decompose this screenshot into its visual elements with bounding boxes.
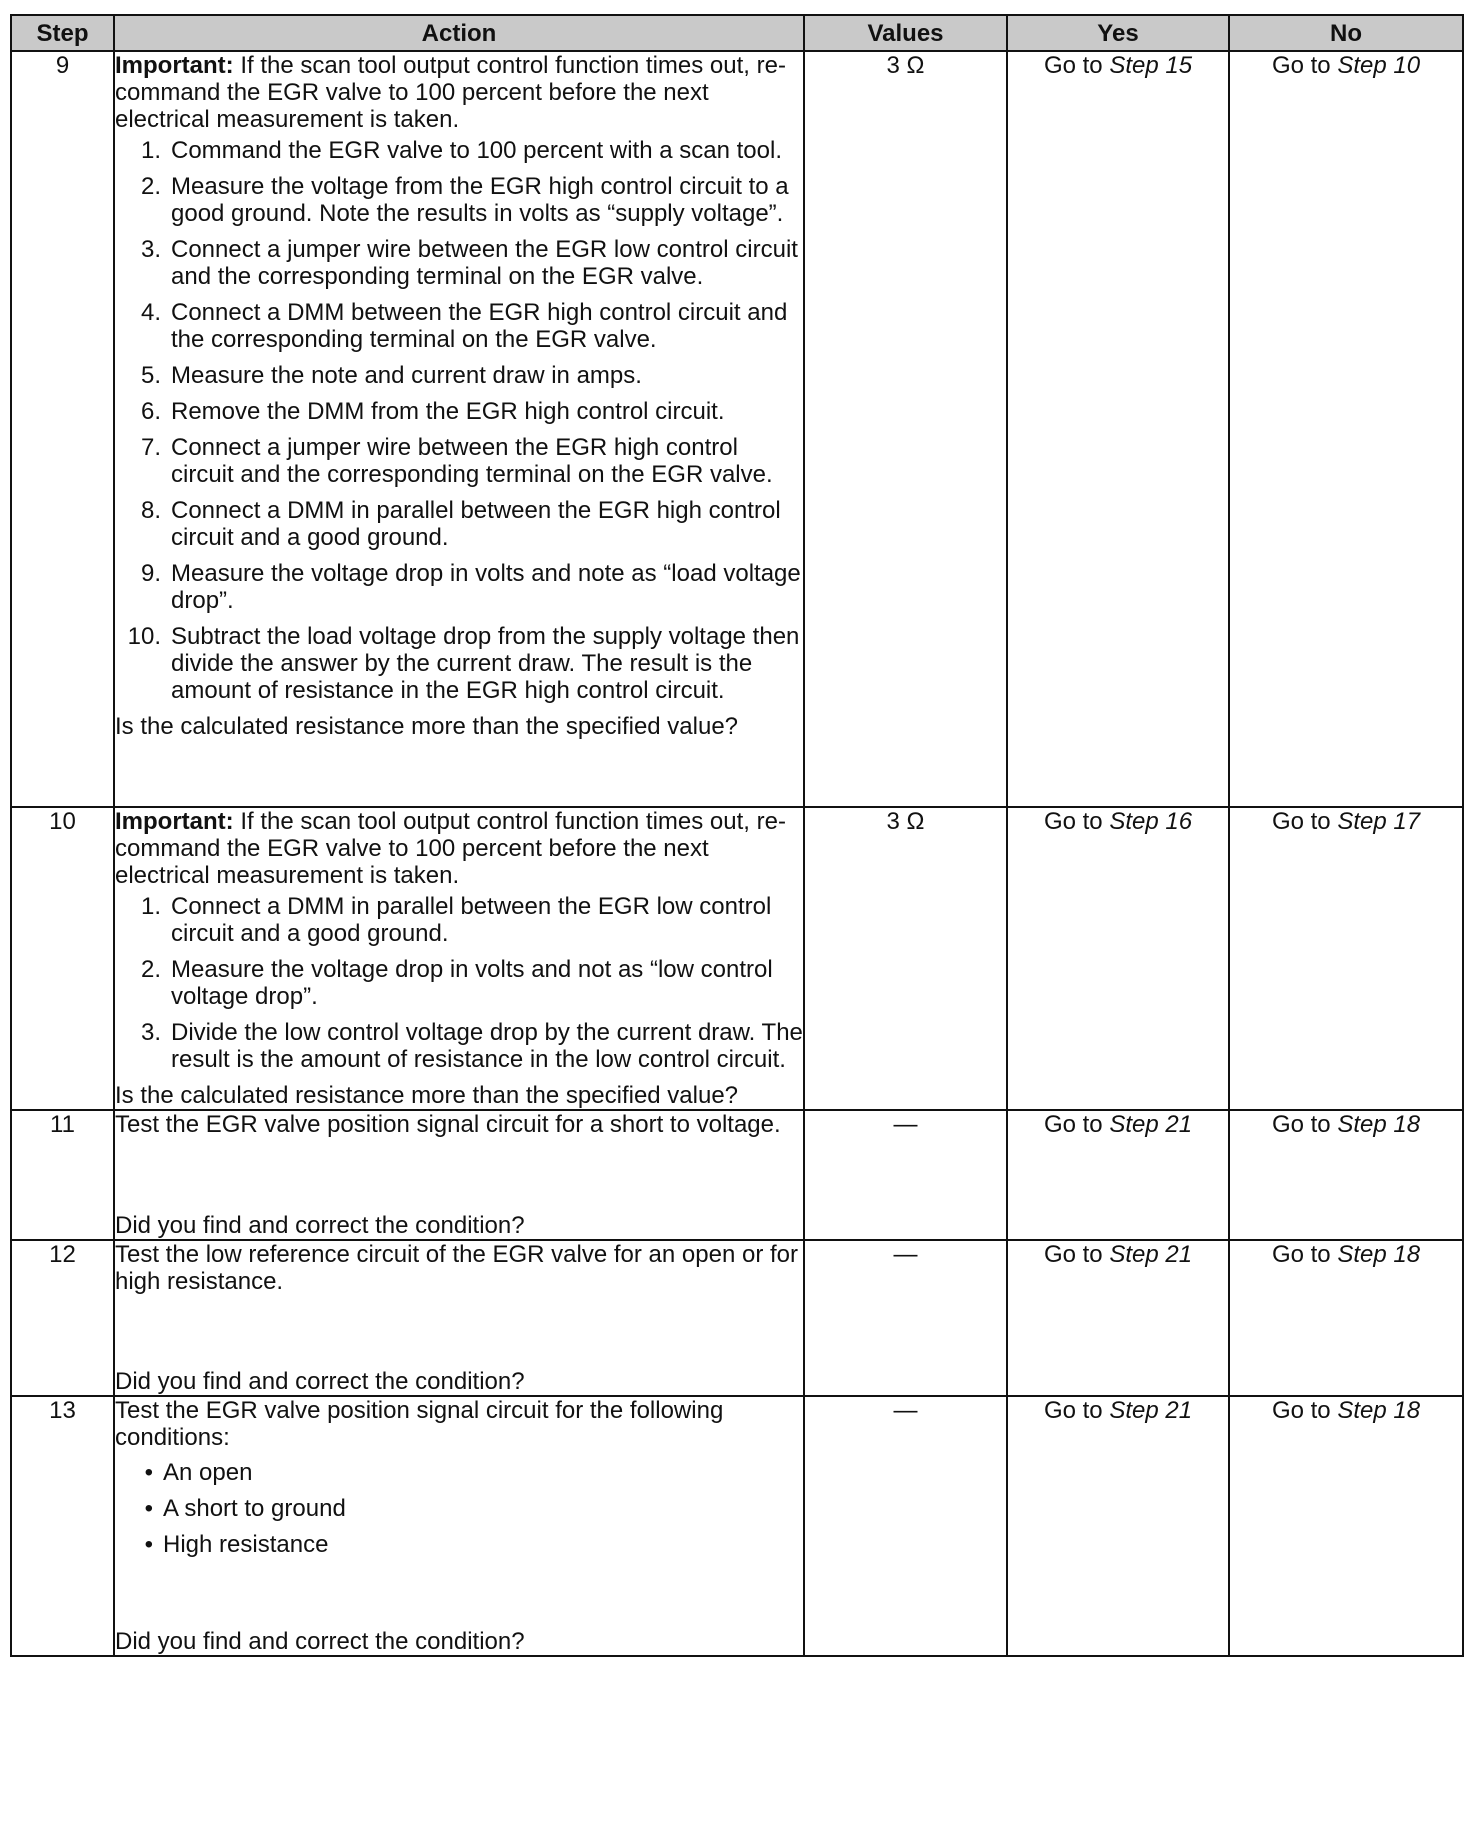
yes-step-link[interactable]: Step 21 [1109, 1397, 1193, 1424]
list-item [115, 560, 803, 614]
header-step: Step [11, 15, 114, 51]
list-item [115, 236, 803, 290]
list-item-number: 6. [140, 398, 161, 425]
important-text: If the scan tool output control function times out, re-command the EGR valve to 100 percent before the next electrical measurement is taken. [115, 52, 786, 133]
step-number: 12 [11, 1240, 114, 1396]
important-text: If the scan tool output control function times out, re-command the EGR valve to 100 percent before the next electrical measurement is taken. [115, 808, 786, 889]
procedure-list [115, 137, 803, 704]
list-item [115, 893, 803, 947]
list-item-number: 10. [127, 623, 161, 650]
list-item-text: Connect a jumper wire between the EGR high control circuit and the corresponding terminal on the EGR valve. [171, 434, 773, 488]
list-item [115, 362, 803, 389]
no-step-link[interactable]: Step 18 [1337, 1111, 1421, 1138]
list-item-text: Connect a DMM in parallel between the EGR high control circuit and a good ground. [171, 497, 781, 551]
important-label: Important: [115, 52, 234, 79]
list-item-number: 3. [140, 1019, 161, 1046]
bullet: • [144, 1495, 153, 1522]
header-values: Values [804, 15, 1007, 51]
action-text: Test the low reference circuit of the EGR valve for an open or for high resistance. [115, 1241, 798, 1295]
no-step-link[interactable]: Step 18 [1337, 1241, 1421, 1268]
question-text: Is the calculated resistance more than the specified value? [115, 1082, 739, 1109]
list-item [115, 1495, 803, 1522]
bullet: • [144, 1531, 153, 1558]
no-step-link[interactable]: Step 18 [1337, 1397, 1421, 1424]
list-item [115, 137, 803, 164]
header-no: No [1229, 15, 1463, 51]
action-cell [114, 1240, 804, 1396]
go-to-label: Go to [1271, 808, 1331, 835]
yes-cell [1007, 1110, 1229, 1240]
list-item-text: Measure the voltage from the EGR high control circuit to a good ground. Note the results in volts as “supply voltage”. [171, 173, 789, 227]
list-item-text: Subtract the load voltage drop from the supply voltage then divide the answer by the current draw. The result is the amount of resistance in the EGR high control circuit. [171, 623, 800, 704]
list-item-text: Measure the voltage drop in volts and not as “low control voltage drop”. [171, 956, 773, 1010]
important-note [115, 52, 803, 133]
yes-step-link[interactable]: Step 16 [1109, 808, 1193, 835]
list-item [115, 956, 803, 1010]
go-to-label: Go to [1271, 52, 1331, 79]
value-cell: 3 Ω [804, 807, 1007, 1110]
list-item-text: Measure the voltage drop in volts and note as “load voltage drop”. [171, 560, 801, 614]
list-item [115, 173, 803, 227]
action-cell [114, 51, 804, 807]
question-text: Did you find and correct the condition? [115, 1212, 525, 1239]
list-item-text: Connect a jumper wire between the EGR low control circuit and the corresponding terminal on the EGR valve. [171, 236, 798, 290]
no-cell [1229, 1110, 1463, 1240]
list-item [115, 1459, 803, 1486]
list-item [115, 299, 803, 353]
list-item [115, 398, 803, 425]
no-step-link[interactable]: Step 10 [1337, 52, 1421, 79]
go-to-label: Go to [1043, 1111, 1103, 1138]
list-item [115, 623, 803, 704]
yes-cell [1007, 1396, 1229, 1656]
table-row-step-10 [11, 807, 1463, 1110]
important-note [115, 808, 803, 889]
question-text: Did you find and correct the condition? [115, 1628, 525, 1655]
list-item-number: 3. [140, 236, 161, 263]
action-cell [114, 1110, 804, 1240]
list-item-number: 2. [140, 956, 161, 983]
step-number: 9 [11, 51, 114, 807]
table-row-step-12 [11, 1240, 1463, 1396]
list-item-text: Connect a DMM between the EGR high control circuit and the corresponding terminal on the EGR valve. [171, 299, 788, 353]
diagnostic-table [10, 14, 1464, 1657]
bullet: • [144, 1459, 153, 1486]
yes-cell [1007, 807, 1229, 1110]
step-number: 11 [11, 1110, 114, 1240]
list-item-text: High resistance [163, 1531, 329, 1558]
no-cell [1229, 1396, 1463, 1656]
yes-step-link[interactable]: Step 21 [1109, 1111, 1193, 1138]
list-item-number: 4. [140, 299, 161, 326]
table-row-step-11 [11, 1110, 1463, 1240]
list-item-number: 9. [140, 560, 161, 587]
action-cell [114, 1396, 804, 1656]
list-item [115, 1531, 803, 1558]
no-cell [1229, 1240, 1463, 1396]
list-item-text: Remove the DMM from the EGR high control circuit. [171, 398, 725, 425]
go-to-label: Go to [1271, 1241, 1331, 1268]
condition-list [115, 1459, 803, 1558]
yes-cell [1007, 1240, 1229, 1396]
go-to-label: Go to [1043, 808, 1103, 835]
action-text: Test the EGR valve position signal circuit for the following conditions: [115, 1397, 724, 1451]
value-cell: — [804, 1240, 1007, 1396]
no-cell [1229, 807, 1463, 1110]
go-to-label: Go to [1043, 1397, 1103, 1424]
step-number: 10 [11, 807, 114, 1110]
list-item-text: A short to ground [163, 1495, 346, 1522]
value-cell: 3 Ω [804, 51, 1007, 807]
action-text: Test the EGR valve position signal circuit for a short to voltage. [115, 1111, 781, 1138]
list-item-number: 1. [140, 137, 161, 164]
no-cell [1229, 51, 1463, 807]
value-cell: — [804, 1110, 1007, 1240]
header-yes: Yes [1007, 15, 1229, 51]
list-item-number: 7. [140, 434, 161, 461]
list-item-text: An open [163, 1459, 253, 1486]
go-to-label: Go to [1043, 52, 1103, 79]
list-item-text: Command the EGR valve to 100 percent with a scan tool. [171, 137, 782, 164]
important-label: Important: [115, 808, 234, 835]
list-item-text: Divide the low control voltage drop by the current draw. The result is the amount of resistance in the low control circuit. [171, 1019, 803, 1073]
list-item-text: Connect a DMM in parallel between the EGR low control circuit and a good ground. [171, 893, 772, 947]
yes-cell [1007, 51, 1229, 807]
header-row [11, 15, 1463, 51]
no-step-link[interactable]: Step 17 [1337, 808, 1421, 835]
table-row-step-13 [11, 1396, 1463, 1656]
list-item-number: 8. [140, 497, 161, 524]
list-item-number: 5. [140, 362, 161, 389]
step-number: 13 [11, 1396, 114, 1656]
table-row-step-9 [11, 51, 1463, 807]
list-item-number: 2. [140, 173, 161, 200]
go-to-label: Go to [1271, 1397, 1331, 1424]
list-item [115, 1019, 803, 1073]
procedure-list [115, 893, 803, 1073]
list-item [115, 434, 803, 488]
yes-step-link[interactable]: Step 21 [1109, 1241, 1193, 1268]
action-cell [114, 807, 804, 1110]
go-to-label: Go to [1271, 1111, 1331, 1138]
question-text: Is the calculated resistance more than the specified value? [115, 713, 739, 740]
yes-step-link[interactable]: Step 15 [1109, 52, 1193, 79]
list-item-text: Measure the note and current draw in amps. [171, 362, 642, 389]
header-action: Action [114, 15, 804, 51]
go-to-label: Go to [1043, 1241, 1103, 1268]
value-cell: — [804, 1396, 1007, 1656]
question-text: Did you find and correct the condition? [115, 1368, 525, 1395]
list-item [115, 497, 803, 551]
list-item-number: 1. [140, 893, 161, 920]
